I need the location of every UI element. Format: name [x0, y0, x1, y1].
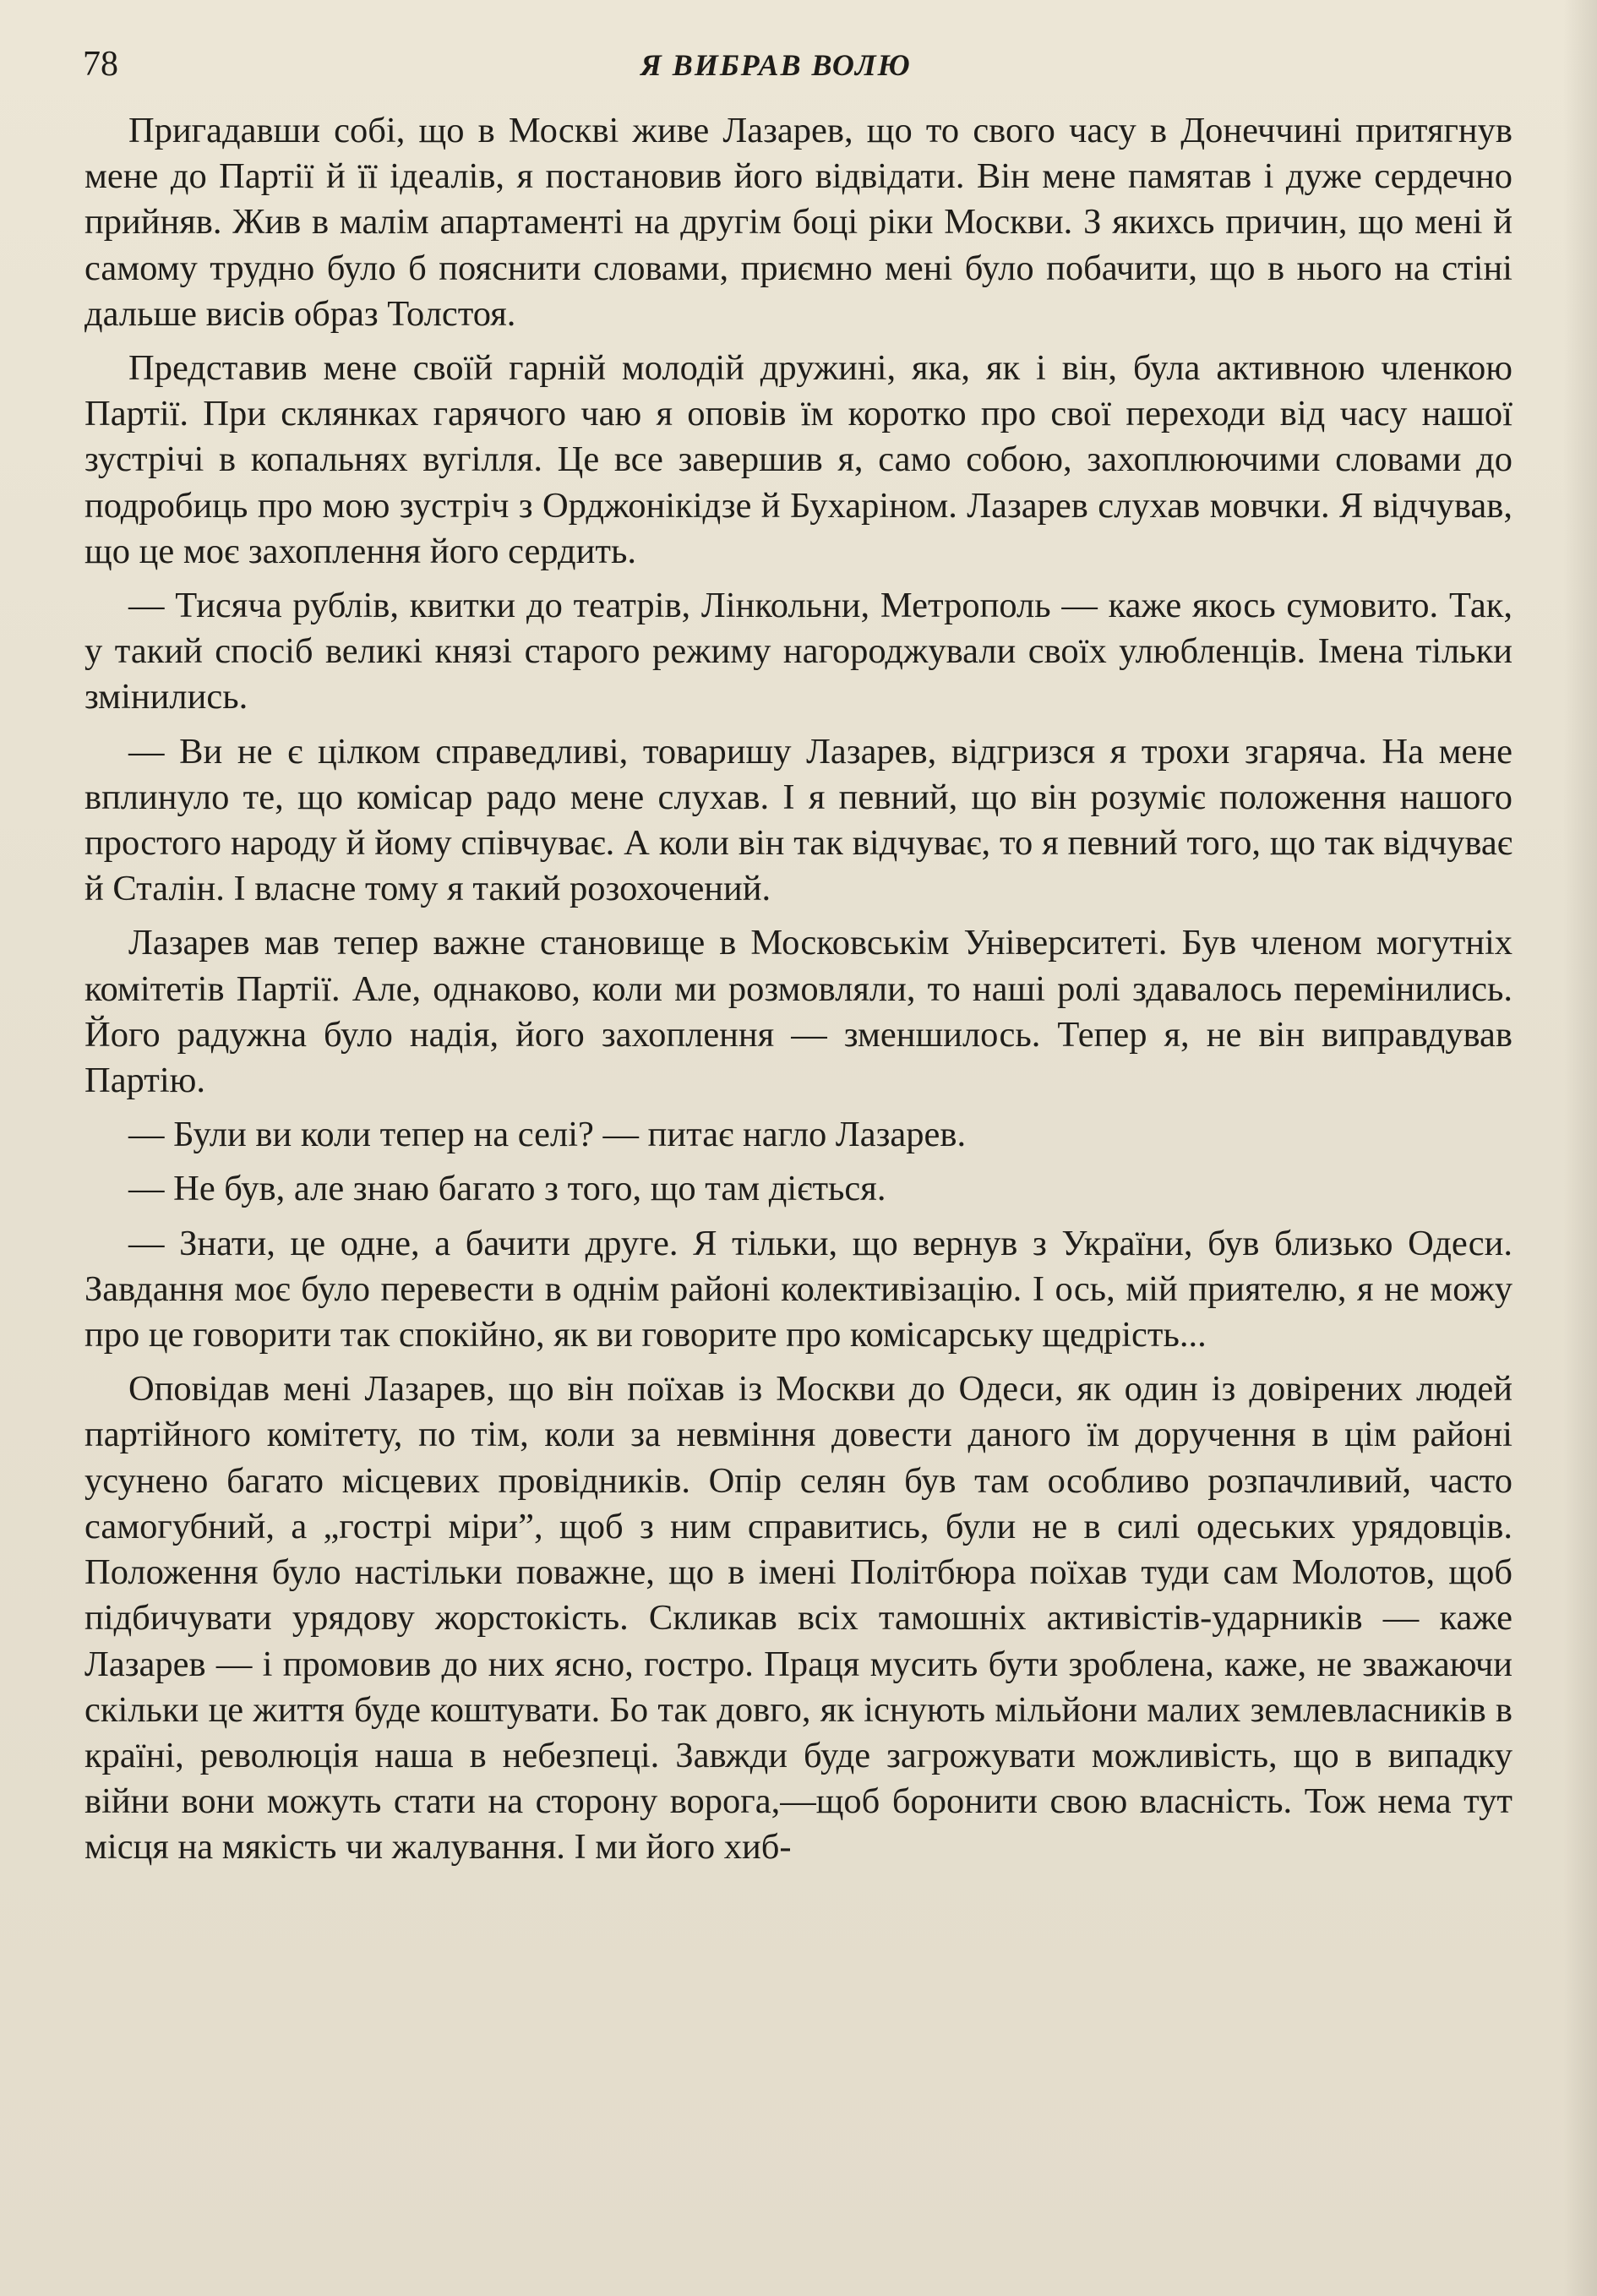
- dialogue-line: — Не був, але знаю багато з того, що там діється.: [128, 1169, 886, 1209]
- paragraph: Лазарев мав тепер важне становище в Московськім Університеті. Був членом могутніх комітетів Партії. Але, однаково, коли ми розмовляли, то наші ролі здавалось перемінились. Його радужна було надія, його захоплення — зменшилось. Тепер я, не він виправдував Партію.: [84, 923, 1513, 1101]
- running-title: Я ВИБРАВ ВОЛЮ: [640, 48, 912, 82]
- paragraph: Пригадавши собі, що в Москві живе Лазарев, що то свого часу в Донеччині притягнув мене до Партії й її ідеалів, я постановив його відвідати. Він мене памятав і дуже сердечно прийняв. Жив в малім апартаменті на другім боці ріки Москви. З якихсь причин, що мені й самому трудно було б пояснити словами, приємно мені було побачити, що в нього на стіні дальше висів образ Толстоя.: [84, 111, 1513, 334]
- paragraph: Представив мене своїй гарній молодій дружині, яка, як і він, була активною членкою Партії. При склянках гарячого чаю я оповів їм коротко про свої переходи від часу нашої зустрічі в копальнях вугілля. Це все завершив я, само собою, захоплюючими словами до подробиць про мою зустріч з Орджонікідзе й Бухаріном. Лазарев слухав мовчки. Я відчував, що це моє захоплення його сердить.: [84, 348, 1513, 571]
- dialogue-line: — Були ви коли тепер на селі? — питає нагло Лазарев.: [128, 1115, 967, 1155]
- dialogue-line: — Ви не є цілком справедливі, товаришу Лазарев, відгризся я трохи згаряча. На мене вплинуло те, що комісар радо мене слухав. І я певний, що він розуміє положення нашого простого народу й йому співчуває. А коли він так відчуває, то я певний того, що так відчуває й Сталін. І власне тому я такий розохочений.: [84, 731, 1513, 909]
- page-edge-shadow: [1563, 0, 1597, 2296]
- dialogue-line: — Знати, це одне, а бачити друге. Я тільки, що вернув з України, був близько Одеси. Завдання моє було перевести в однім районі колективізацію. І ось, мій приятелю, я не можу про це говорити так спокійно, як ви говорите про комісарську щедрість...: [84, 1223, 1513, 1355]
- page-header: [83, 44, 1519, 95]
- dialogue-line: — Тисяча рублів, квитки до театрів, Лінкольни, Метрополь — каже якось сумовито. Так, у такий спосіб великі князі старого режиму нагороджували своїх улюбленців. Імена тільки змінились.: [84, 586, 1513, 717]
- paragraph: Оповідав мені Лазарев, що він поїхав із Москви до Одеси, як один із довірених людей партійного комітету, по тім, коли за невміння довести даного їм доручення в цім районі усунено багато місцевих провідників. Опір селян був там особливо розпачливий, часто самогубний, а „гострі міри”, щоб з ним справитись, були не в силі одеських урядовців. Положення було настільки поважне, що в імені Політбюра поїхав туди сам Молотов, щоб підбичувати урядову жорстокість. Скликав всіх тамошніх активістів-ударників — каже Лазарев — і промовив до них ясно, гостро. Праця мусить бути зроблена, каже, не зважаючи скільки це життя буде коштувати. Бо так довго, як існують мільйони малих землевласників в країні, революція наша в небезпеці. Завжди буде загрожувати можливість, що в випадку війни вони можуть стати на сторону ворога,—щоб боронити свою власність. Тож нема тут місця на мякість чи жалування. І ми його хиб-: [84, 1369, 1513, 1868]
- body-text: [84, 108, 1513, 1879]
- page-number: 78: [83, 45, 118, 84]
